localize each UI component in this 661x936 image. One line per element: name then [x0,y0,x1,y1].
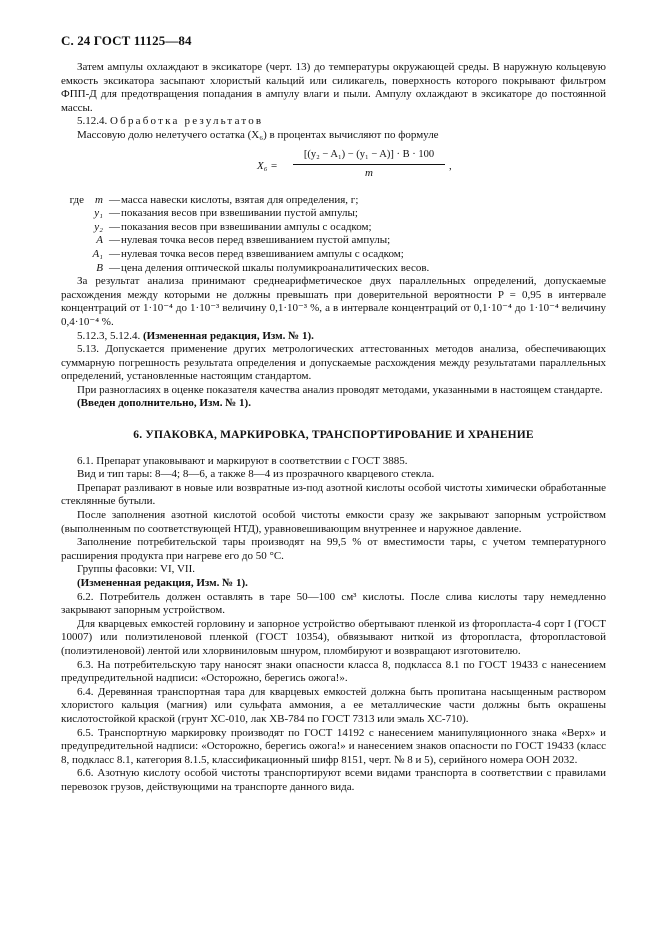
formula-x6 [61,146,606,192]
definition-text: нулевая точка весов перед взвешиванием пустой ампулы; [121,234,391,247]
definition-text: масса навески кислоты, взятая для определения, г; [121,193,359,206]
paragraph-6-1: 6.1. Препарат упаковывают и маркируют в соответствии с ГОСТ 3885. [77,454,408,467]
paragraph-after-filling: После заполнения азотной кислотой особой чистоты емкости сразу же закрывают запорным устройством (выполненным по соответствующей НТД), уравновешивающим внутреннее и наружное давление. [61,509,606,535]
amendment-note: (Измененная редакция, Изм. № 1). [143,329,314,342]
paragraph-tare-type: Вид и тип тары: 8—4; 8—6, а также 8—4 из прозрачного кварцевого стекла. [77,468,435,481]
paragraph-added-note: (Введен дополнительно, Изм. № 1). [77,397,251,410]
paragraph-amendment-5-12 [61,330,606,344]
paragraph-6-5: 6.5. Транспортную маркировку производят по ГОСТ 14192 с нанесением манипуляционного знака «Верх» и предупредительной надписи: «Осторожно, берегись ожога!» и нанесением знаков опасности по ГОСТ 19433 (класс 8, подкласс 8.1, категория 8.1.5, классификационный шифр 8151, черт. № 8 и 5), серийного номера ООН 2032. [61,726,606,766]
definition-text: показания весов при взвешивании ампулы с осадком; [121,220,372,233]
definition-symbol: y₁ [94,207,103,220]
paragraph-6-4: 6.4. Деревянная транспортная тара для кварцевых емкостей должна быть пропитана насыщенным раствором хлористого кальция (магния) или сульфата аммония, а ее металлические части должны быть окрашены кислотостойкой краской (грунт ХС-010, лак ХВ-784 по ГОСТ 7313 или эмаль ХС-710). [61,685,606,725]
fraction-bar [293,164,445,165]
paragraph-5-13: 5.13. Допускается применение других метрологических аттестованных методов анализа, обеспечивающих суммарную погрешность результата определения и допускаемые расхождения между результатами параллельных определений, установленные настоящим стандартом. [61,343,606,383]
definition-text: показания весов при взвешивании пустой ампулы; [121,207,358,220]
paragraph-6-3: 6.3. На потребительскую тару наносят знаки опасности класса 8, подкласса 8.1 по ГОСТ 19433 с нанесением предупредительной надписи: «Осторожно, берегись ожога!». [61,658,606,685]
definition-symbol: y₂ [94,220,103,233]
paragraph-mass-fraction: Массовую долю нелетучего остатка (X₆) в процентах вычисляют по формуле [77,128,439,141]
definition-row [61,262,606,276]
definition-dash: — [109,220,120,233]
variable-definitions [61,194,606,276]
formula-lhs: X₆ = [257,159,278,172]
amendment-prefix: 5.12.3, 5.12.4. [77,329,141,342]
definition-row [61,221,606,235]
paragraph-6-2: 6.2. Потребитель должен оставлять в таре 50—100 см³ кислоты. После слива кислоты тару немедленно закрывают запорным устройством. [61,590,606,617]
definition-symbol: где m [69,193,103,206]
document-body [61,61,606,795]
paragraph-filling-rate: Заполнение потребительской тары производят на 99,5 % от вместимости тары, с учетом температурного расширения продукта при нагреве его до 50 °С. [61,536,606,562]
definition-dash: — [109,207,120,220]
section-6-title: 6. УПАКОВКА, МАРКИРОВКА, ТРАНСПОРТИРОВАНИЕ И ХРАНЕНИЕ [133,429,534,442]
page-header: С. 24 ГОСТ 11125—84 [61,33,192,48]
definition-dash: — [109,247,120,260]
definition-row [61,248,606,262]
definition-dash: — [109,234,120,247]
paragraph-result: За результат анализа принимают среднеарифметическое двух параллельных определений, допускаемые расхождения между которыми не должны превышать при доверительной вероятности P = 0,95 в интервале концентраций от 1·10⁻⁴ до 1·10⁻³ величину 0,1·10⁻³ %, а в интервале концентраций от 0,1·10⁻⁴ до 1·10⁻⁴ величину 0,4·10⁻⁴ %. [61,275,606,328]
subsection-number: 5.12.4. [77,115,108,128]
where-prefix: где [69,193,85,206]
definition-symbol: B [96,261,103,274]
definition-symbol: A [96,234,103,247]
formula-numerator: [(y₂ − A₁) − (y₁ − A)] · B · 100 [303,148,435,160]
paragraph-disagreement: При разногласиях в оценке показателя качества анализ проводят методами, указанными в настоящем стандарте. [77,383,603,396]
paragraph-intro: Затем ампулы охлаждают в эксикаторе (черт. 13) до температуры окружающей среды. В наружную кольцевую емкость эксикатора засыпают хлористый кальций или силикагель, поверхность которого покрывают фильтром ФПП-Д для предотвращения попадания в ампулу влаги и пыли. Ампулу охлаждают в эксикаторе до постоянной массы. [61,61,606,114]
paragraph-6-6: 6.6. Азотную кислоту особой чистоты транспортируют всеми видами транспорта в соответствии с правилами перевозок грузов, действующими на транспорте данного вида. [61,767,606,793]
definition-row [61,207,606,221]
paragraph-amendment-6: (Измененная редакция, Изм. № 1). [77,577,248,589]
subsection-5-12-4 [61,115,606,129]
formula-denominator: m [365,166,373,179]
paragraph-pouring: Препарат разливают в новые или возвратные из-под азотной кислоты особой чистоты химически обработанные стеклянные бутыли. [61,481,606,508]
paragraph-packing-groups: Группы фасовки: VI, VII. [77,563,195,576]
definition-text: нулевая точка весов перед взвешиванием ампулы с осадком; [121,247,404,260]
definition-symbol: A₁ [92,247,103,260]
definition-row [61,194,606,208]
paragraph-quartz-containers: Для кварцевых емкостей горловину и запорное устройство обертывают пленкой из фторопласта-4 сорт I (ГОСТ 10007) или полиэтиленовой пленкой (ГОСТ 10354), обвязывают ниткой из фторопласта, фторопластовой (полиэтиленовой) лентой или хлорвиниловым шнуром, пломбируют и возвращают изготовителю. [61,617,606,657]
subsection-title: Обработка результатов [110,115,264,128]
definition-text: цена деления оптической шкалы полумикроаналитических весов. [121,261,430,274]
definition-row [61,234,606,248]
formula-tail: , [449,159,452,172]
definition-dash: — [109,193,120,206]
definition-dash: — [109,261,120,274]
